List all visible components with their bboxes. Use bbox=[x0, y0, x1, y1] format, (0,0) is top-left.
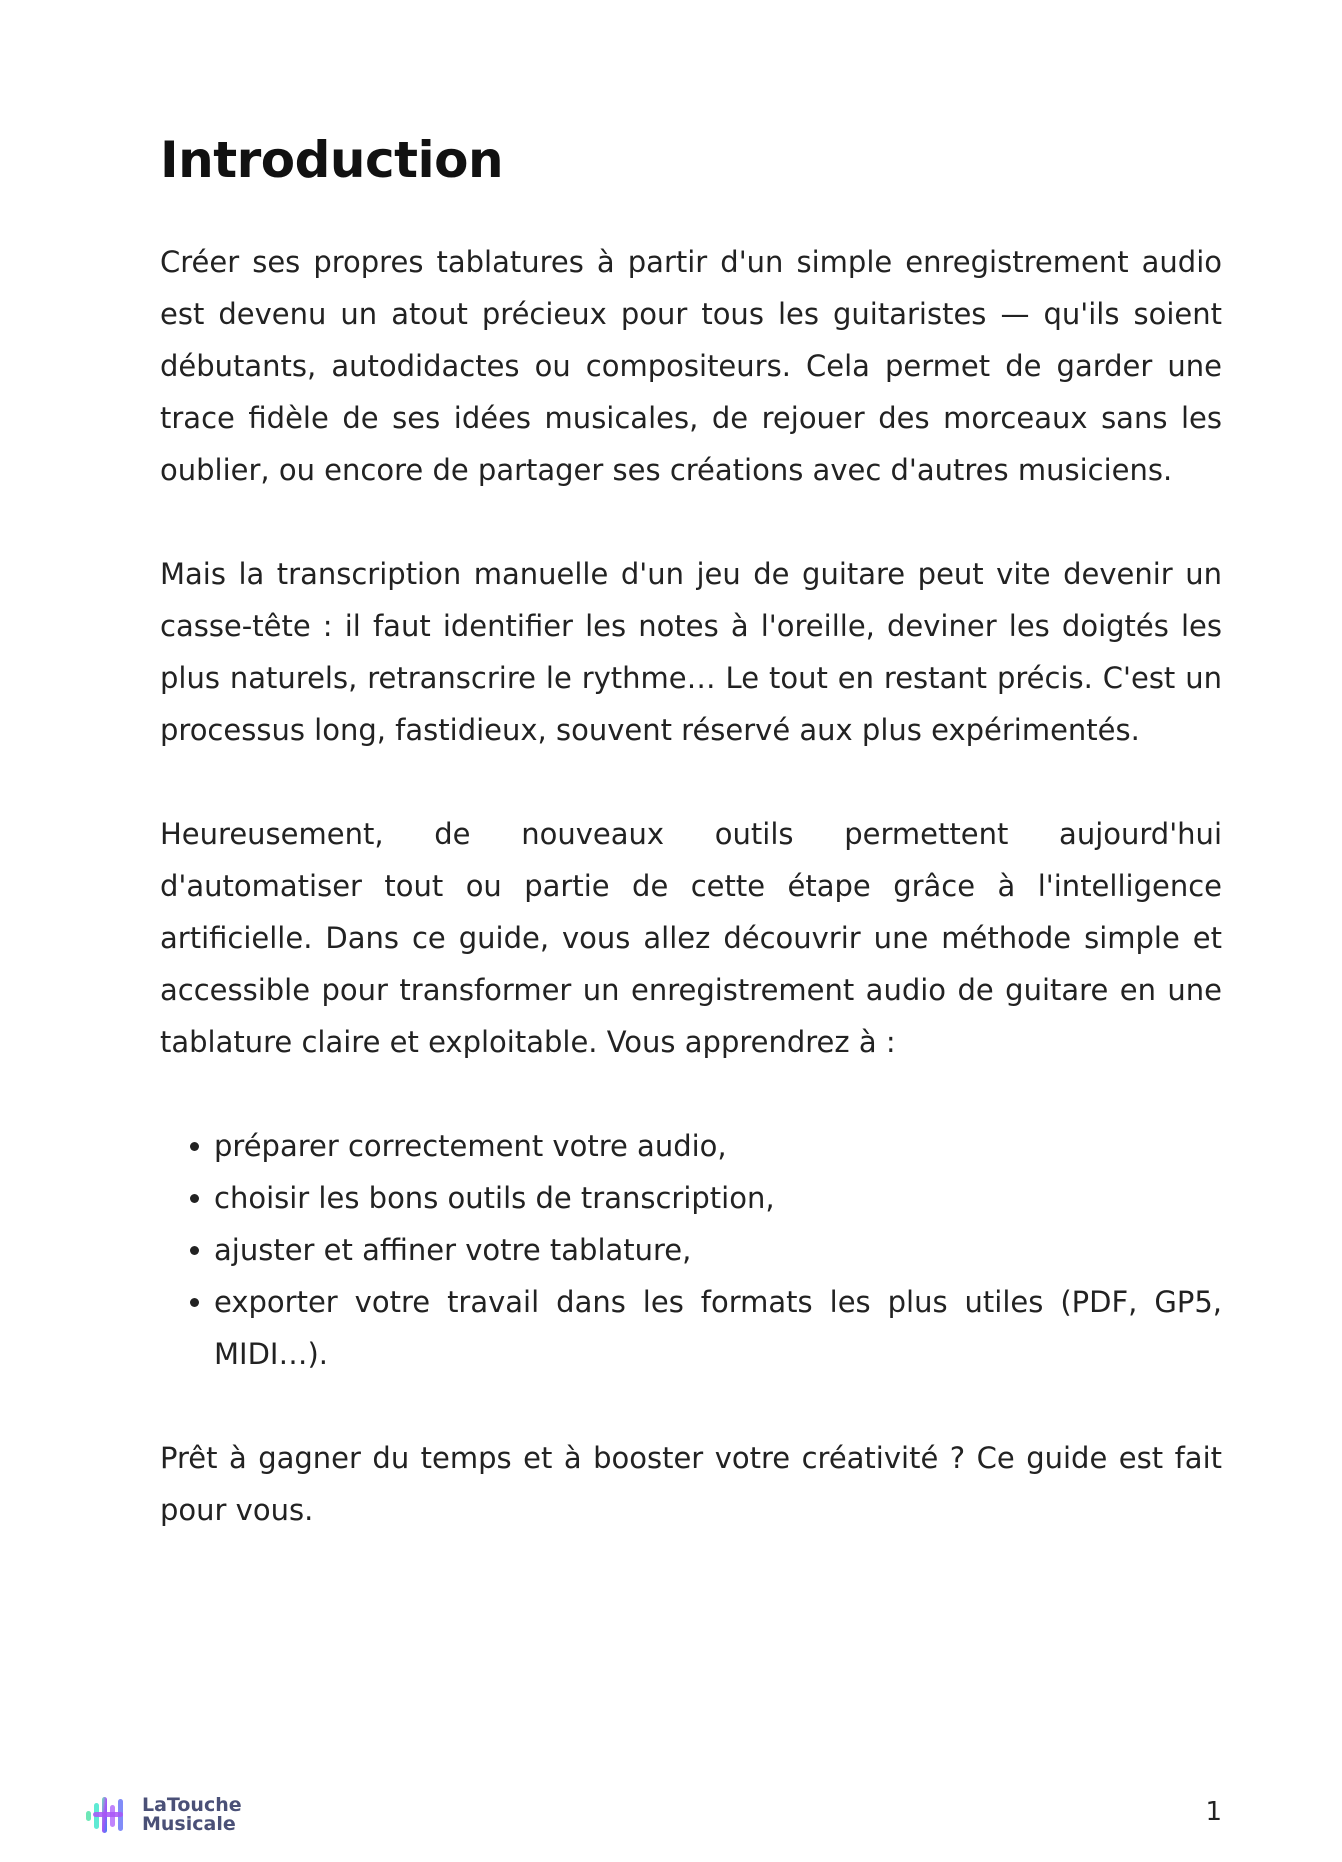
intro-paragraph-3: Heureusement, de nouveaux outils permettent aujourd'hui d'automatiser tout ou partie de cette étape grâce à l'intelligence artificielle. Dans ce guide, vous allez découvrir une méthode simple et accessible pour transformer un enregistrement audio de guitare en une tablature claire et exploitable. Vous apprendrez à : bbox=[160, 817, 1222, 1059]
intro-paragraph-1: Créer ses propres tablatures à partir d'un simple enregistrement audio est devenu un atout précieux pour tous les guitaristes — qu'ils soient débutants, autodidactes ou compositeurs. Cela permet de garder une trace fidèle de ses idées musicales, de rejouer des morceaux sans les oublier, ou encore de partager ses créations avec d'autres musiciens. bbox=[160, 245, 1222, 487]
document-page bbox=[160, 120, 1222, 1536]
intro-paragraph-2: Mais la transcription manuelle d'un jeu de guitare peut vite devenir un casse-tête : il faut identifier les notes à l'oreille, deviner les doigtés les plus naturels, retranscrire le rythme… Le tout en restant précis. C'est un processus long, fastidieux, souvent réservé aux plus expérimentés. bbox=[160, 557, 1222, 747]
sound-wave-logo-icon bbox=[84, 1795, 132, 1835]
page-title: Introduction bbox=[160, 131, 504, 189]
logo-text-line2: Musicale bbox=[142, 1813, 236, 1835]
list-item: préparer correctement votre audio, bbox=[214, 1120, 1222, 1172]
logo-text-line1: LaTouche bbox=[142, 1794, 242, 1816]
learning-list bbox=[160, 1120, 1222, 1380]
page-number: 1 bbox=[1205, 1797, 1222, 1827]
list-item: exporter votre travail dans les formats les plus utiles (PDF, GP5, MIDI…). bbox=[214, 1276, 1222, 1380]
list-item: ajuster et affiner votre tablature, bbox=[214, 1224, 1222, 1276]
brand-logo bbox=[84, 1795, 242, 1835]
closing-paragraph: Prêt à gagner du temps et à booster votre créativité ? Ce guide est fait pour vous. bbox=[160, 1441, 1222, 1527]
list-item: choisir les bons outils de transcription, bbox=[214, 1172, 1222, 1224]
